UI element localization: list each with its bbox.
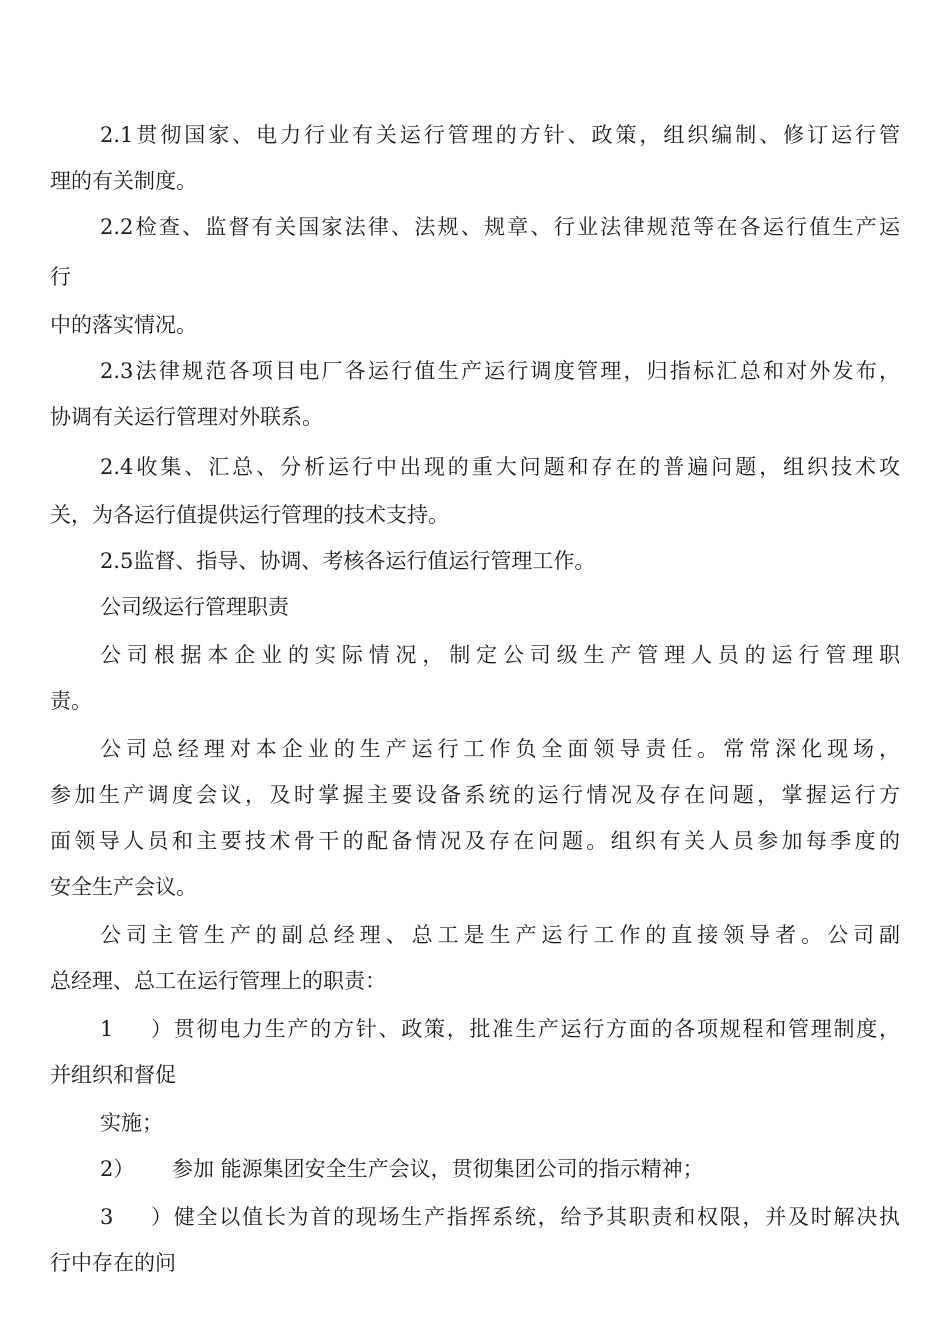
paragraph-gm-line-1: 公司总经理对本企业的生产运行工作负全面领导责任。常常深化现场， [100, 737, 900, 761]
list-item-2-text: 参加 能源集团安全生产会议，贯彻集团公司的指示精神； [172, 1157, 704, 1181]
list-item-1-line-1 [100, 1014, 900, 1044]
paragraph-2-4-line-1: 2.4收集、汇总、分析运行中出现的重大问题和存在的普遍问题，组织技术攻 [100, 455, 900, 479]
paragraph-deputy-line-1: 公司主管生产的副总经理、总工是生产运行工作的直接领导者。公司副 [100, 923, 900, 947]
paragraph-company-line-2: 责。 [50, 689, 92, 713]
paragraph-2-2-line-2: 行 [50, 265, 71, 289]
paragraph-2-5-line-1: 2.5监督、指导、协调、考核各运行值运行管理工作。 [100, 549, 596, 573]
paragraph-2-3-line-1: 2.3法律规范各项目电厂各运行值生产运行调度管理，归指标汇总和对外发布， [100, 359, 900, 383]
list-item-1-line-2: 并组织和督促 [50, 1063, 176, 1087]
list-item-2-line-1 [100, 1154, 900, 1184]
paragraph-gm-line-4: 安全生产会议。 [50, 875, 197, 899]
paragraph-2-3-line-2: 协调有关运行管理对外联系。 [50, 405, 323, 429]
list-item-1-text: 贯彻电力生产的方针、政策，批准生产运行方面的各项规程和管理制度， [172, 1017, 900, 1041]
list-marker-3: 3） [100, 1205, 172, 1229]
list-marker-2: 2） [100, 1157, 135, 1181]
paragraph-2-2-line-1: 2.2检查、监督有关国家法律、法规、规章、行业法律规范等在各运行值生产运 [100, 215, 900, 239]
paragraph-deputy-line-2: 总经理、总工在运行管理上的职责： [50, 969, 386, 993]
paragraph-2-4-line-2: 关，为各运行值提供运行管理的技术支持。 [50, 503, 449, 527]
paragraph-company-line-1: 公司根据本企业的实际情况，制定公司级生产管理人员的运行管理职 [100, 643, 900, 667]
list-item-3-text: 健全以值长为首的现场生产指挥系统，给予其职责和权限，并及时解决执 [172, 1205, 900, 1229]
list-item-3-line-2: 行中存在的问 [50, 1251, 176, 1275]
section-heading: 公司级运行管理职责 [100, 595, 289, 619]
paragraph-2-1-line-1: 2.1贯彻国家、电力行业有关运行管理的方针、政策，组织编制、修订运行管 [100, 123, 900, 147]
list-item-1-line-3: 实施； [100, 1111, 163, 1135]
paragraph-2-2-line-3: 中的落实情况。 [50, 313, 197, 337]
paragraph-gm-line-3: 面领导人员和主要技术骨干的配备情况及存在问题。组织有关人员参加每季度的 [50, 829, 900, 853]
list-marker-1: 1） [100, 1017, 172, 1041]
paragraph-2-1-line-2: 理的有关制度。 [50, 169, 197, 193]
paragraph-gm-line-2: 参加生产调度会议，及时掌握主要设备系统的运行情况及存在问题，掌握运行方 [50, 783, 900, 807]
list-item-3-line-1 [100, 1202, 900, 1232]
